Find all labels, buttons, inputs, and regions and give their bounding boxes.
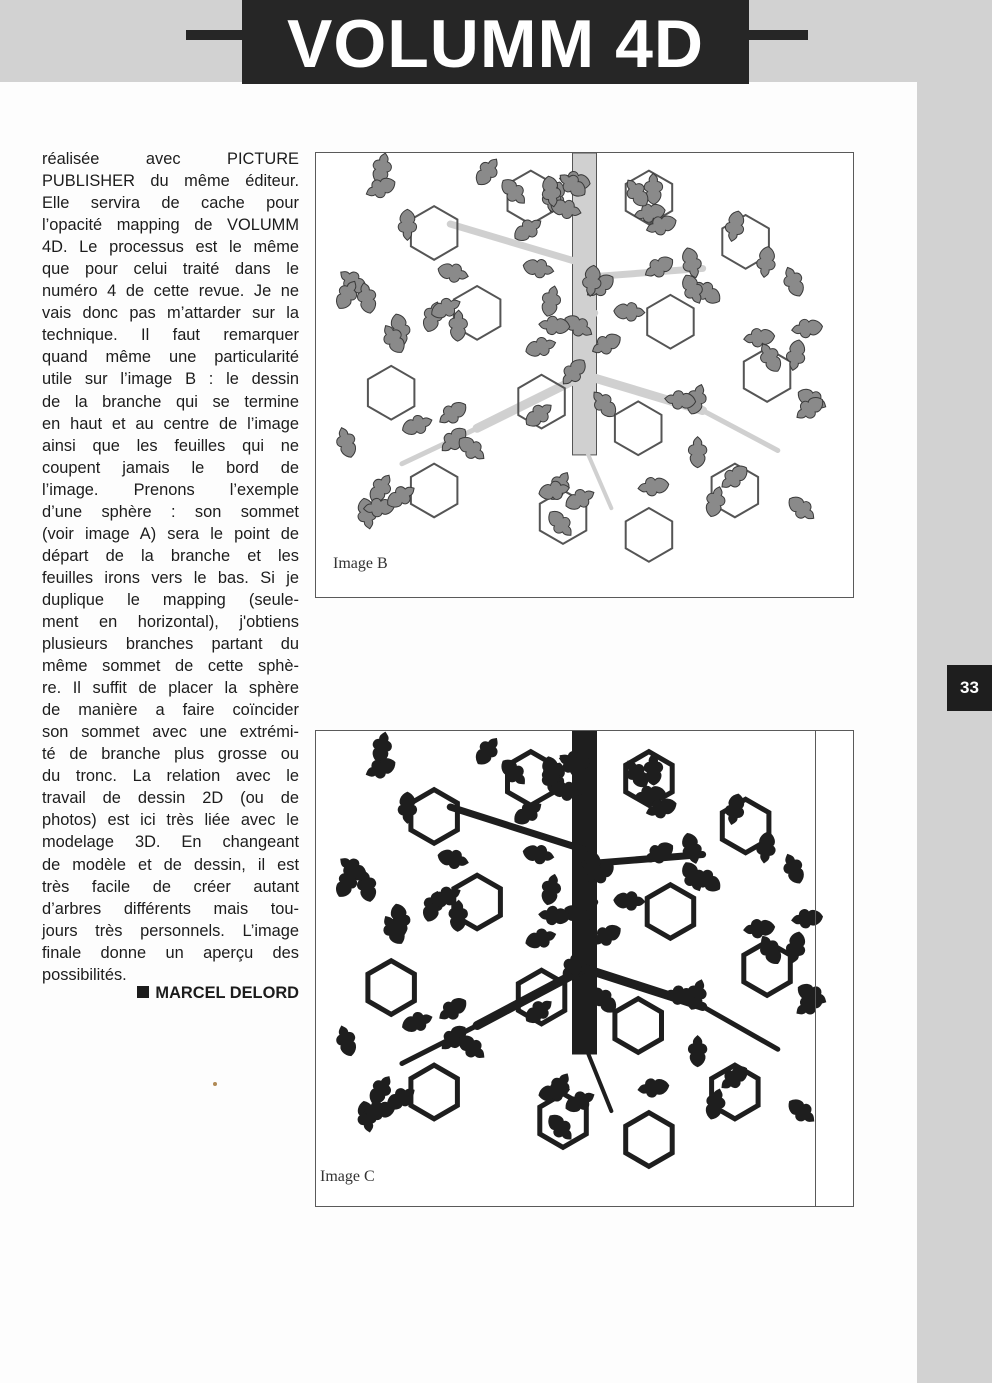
tree-illustration-c bbox=[316, 731, 853, 1206]
tree-leaf bbox=[784, 492, 820, 526]
tree-twig-cell bbox=[411, 206, 458, 260]
article-line: utile sur l’image B : le dessin bbox=[42, 370, 299, 389]
tree-twig-cell bbox=[615, 401, 662, 455]
tree-leaf bbox=[702, 1087, 728, 1122]
article-line: duplique le mapping (seule- bbox=[42, 590, 299, 609]
figure-caption-b: Image B bbox=[333, 555, 388, 572]
article-body bbox=[42, 148, 299, 986]
tree-leaf bbox=[637, 1076, 670, 1099]
tree-leaf bbox=[723, 792, 748, 826]
article-line: très facile de créer autant bbox=[42, 877, 299, 896]
tree-leaf bbox=[641, 838, 677, 869]
figure-caption-c: Image C bbox=[320, 1168, 375, 1185]
article-line: (voir image A) sera le point de bbox=[42, 524, 299, 543]
article-line: départ de la branche et les bbox=[42, 546, 299, 565]
article-line: té de branche plus grosse ou bbox=[42, 745, 299, 764]
article-line: photos) est ici très liée avec le bbox=[42, 811, 299, 830]
article-line: de modèle et de dessin, il est bbox=[42, 855, 299, 874]
tree-leaf bbox=[522, 842, 556, 866]
header-banner bbox=[242, 0, 749, 84]
article-line: de la branche qui se termine bbox=[42, 392, 299, 411]
article-line: même sommet de cette sphè- bbox=[42, 657, 299, 676]
tree-leaf bbox=[523, 334, 558, 361]
tree-leaf bbox=[779, 851, 808, 887]
tree-twig-cell bbox=[626, 508, 673, 562]
tree-twig-cell bbox=[647, 295, 694, 349]
article-line: de manière a faire coïncider bbox=[42, 701, 299, 720]
article-line: plusieurs branches partant du bbox=[42, 635, 299, 654]
tree-group bbox=[331, 153, 830, 562]
tree-trunk bbox=[573, 731, 597, 1054]
tree-branch bbox=[703, 1007, 778, 1050]
article-line: que pour celui traité dans le bbox=[42, 260, 299, 279]
tree-twig-cell bbox=[615, 999, 662, 1053]
article-line: son sommet avec une extrémi- bbox=[42, 723, 299, 742]
tree-leaf bbox=[523, 925, 558, 952]
tree-leaf bbox=[688, 437, 706, 468]
tree-leaf bbox=[702, 484, 728, 519]
author-name: MARCEL DELORD bbox=[155, 984, 299, 1002]
tree-leaf bbox=[755, 245, 778, 278]
print-speck bbox=[213, 1082, 217, 1086]
end-square-icon bbox=[137, 986, 149, 998]
article-line: coupent jamais le bord de bbox=[42, 458, 299, 477]
article-line: numéro 4 de cette revue. Je ne bbox=[42, 282, 299, 301]
tree-leaf bbox=[743, 918, 776, 940]
article-line: du tronc. La relation avec le bbox=[42, 767, 299, 786]
article-line: quand même une particularité bbox=[42, 348, 299, 367]
tree-leaf bbox=[436, 846, 471, 871]
tree-leaf bbox=[471, 154, 504, 190]
tree-leaf bbox=[400, 1008, 435, 1035]
article-line: l’image. Prenons l’exemple bbox=[42, 480, 299, 499]
tree-leaf bbox=[471, 733, 504, 769]
article-line: d’une sphère : son sommet bbox=[42, 502, 299, 521]
tree-illustration-b bbox=[316, 153, 853, 597]
article-line: jours très personnels. L’image bbox=[42, 921, 299, 940]
tree-leaf bbox=[522, 256, 556, 280]
tree-leaf bbox=[435, 397, 471, 430]
tree-leaf bbox=[400, 411, 435, 438]
magazine-title: VOLUMM 4D bbox=[287, 6, 704, 82]
tree-leaf bbox=[613, 891, 645, 911]
tree-leaf bbox=[641, 252, 677, 283]
author-signature bbox=[42, 984, 299, 1003]
article-line: modelage 3D. En changeant bbox=[42, 833, 299, 852]
tree-leaf bbox=[784, 338, 808, 372]
tree-leaf bbox=[743, 327, 776, 349]
tree-leaf bbox=[333, 1023, 360, 1058]
article-line: re. Il suffit de placer la sphère bbox=[42, 679, 299, 698]
tree-twig-cell bbox=[368, 366, 415, 420]
tree-leaf bbox=[637, 475, 670, 498]
article-line: ainsi que les feuilles qui ne bbox=[42, 436, 299, 455]
article-line: feuilles irons vers le bas. Si je bbox=[42, 568, 299, 587]
article-line: possibilités. bbox=[42, 965, 127, 984]
tree-twig-cell bbox=[647, 885, 694, 939]
article-line: d’arbres différents mais tou- bbox=[42, 899, 299, 918]
article-line: travail de dessin 2D (ou de bbox=[42, 789, 299, 808]
tree-twig-cell bbox=[411, 1065, 458, 1119]
article-line: ment en horizontal), j'obtiens bbox=[42, 612, 299, 631]
tree-group bbox=[331, 731, 830, 1166]
article-line: 4D. Le processus est le même bbox=[42, 238, 299, 257]
article-line: en haut et au centre de l’image bbox=[42, 414, 299, 433]
tree-twig-cell bbox=[411, 464, 458, 518]
figure-image-b bbox=[315, 152, 854, 598]
header-rule-right bbox=[746, 30, 808, 40]
tree-leaf bbox=[435, 993, 471, 1026]
header-rule-left bbox=[186, 30, 244, 40]
tree-leaf bbox=[538, 284, 563, 319]
tree-branch bbox=[703, 411, 778, 451]
page-number: 33 bbox=[960, 678, 979, 697]
tree-leaf bbox=[791, 907, 824, 929]
article-line: l’opacité mapping de VOLUMM bbox=[42, 216, 299, 235]
tree-twig-cell bbox=[411, 790, 458, 844]
tree-leaf bbox=[755, 831, 778, 864]
tree-leaf bbox=[436, 260, 471, 285]
article-line: technique. Il faut remarquer bbox=[42, 326, 299, 345]
article-line: Elle servira de cache pour bbox=[42, 194, 299, 213]
tree-leaf bbox=[333, 425, 360, 460]
tree-leaf bbox=[613, 302, 645, 322]
tree-leaf bbox=[538, 872, 563, 907]
tree-leaf bbox=[398, 209, 416, 240]
tree-leaf bbox=[779, 264, 808, 300]
tree-twig-cell bbox=[626, 1113, 673, 1167]
tree-leaf bbox=[688, 1036, 706, 1067]
figure-image-c bbox=[315, 730, 854, 1207]
tree-leaf bbox=[716, 461, 752, 495]
page-number-tab bbox=[947, 665, 992, 711]
article-line: vais donc pas m’attarder sur la bbox=[42, 304, 299, 323]
tree-leaf bbox=[723, 209, 748, 243]
figure-inner-border bbox=[815, 731, 816, 1206]
tree-trunk bbox=[573, 153, 597, 455]
tree-leaf bbox=[678, 831, 704, 866]
tree-leaf bbox=[791, 317, 824, 339]
tree-leaf bbox=[398, 792, 416, 823]
tree-leaf bbox=[784, 930, 808, 964]
article-line: réalisée avec PICTURE bbox=[42, 150, 299, 168]
tree-twig-cell bbox=[368, 961, 415, 1015]
article-line: finale donne un aperçu des bbox=[42, 943, 299, 962]
article-line: PUBLISHER du même éditeur. bbox=[42, 172, 299, 191]
tree-leaf bbox=[678, 245, 704, 280]
